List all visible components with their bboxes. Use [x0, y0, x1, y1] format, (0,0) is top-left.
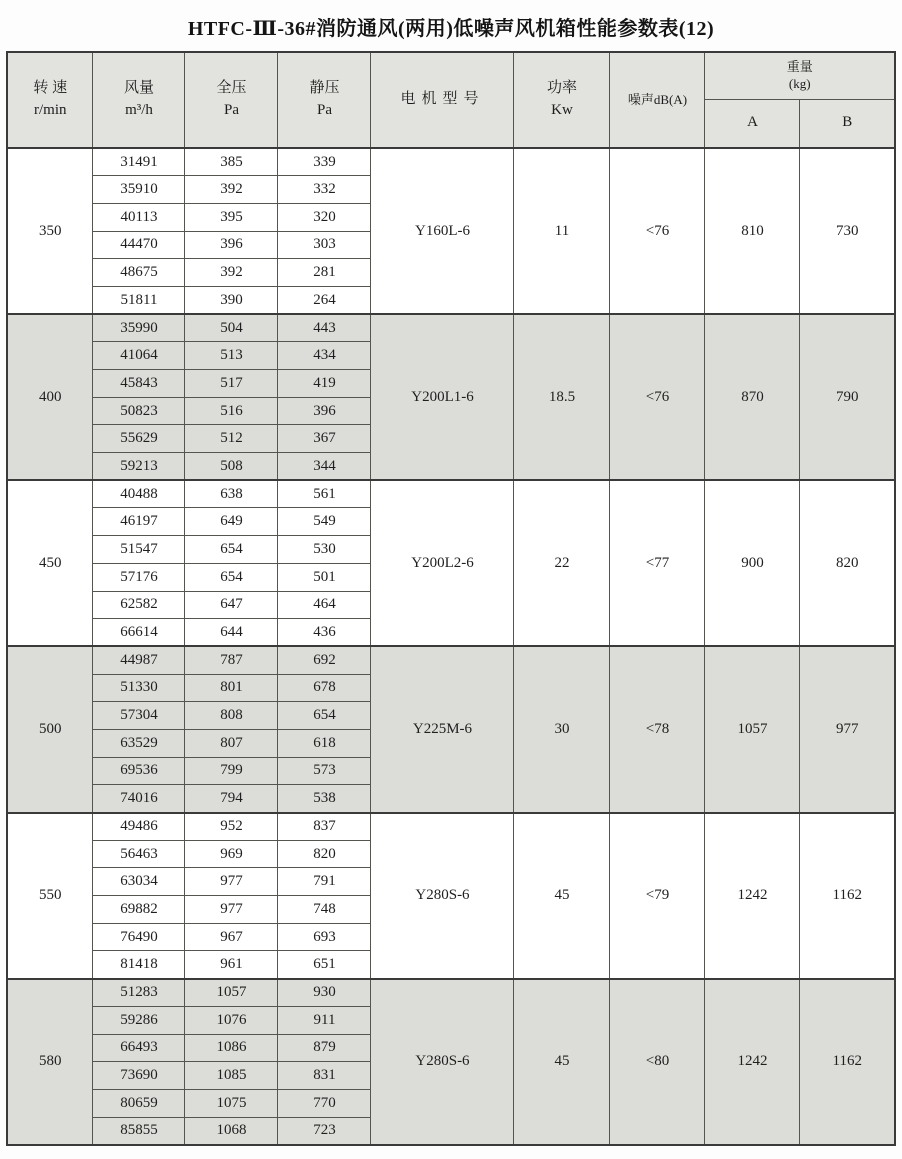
total-pressure-cell: 977	[185, 868, 278, 896]
header-noise: 噪声dB(A)	[610, 52, 705, 148]
total-pressure-cell: 644	[185, 619, 278, 647]
header-speed-unit: r/min	[33, 102, 67, 118]
static-pressure-cell: 693	[278, 923, 371, 951]
total-pressure-cell: 952	[185, 813, 278, 841]
motor-model-cell: Y200L1-6	[371, 314, 514, 480]
total-pressure-cell: 392	[185, 176, 278, 204]
total-pressure-cell: 396	[185, 231, 278, 259]
total-pressure-cell: 1068	[185, 1117, 278, 1145]
noise-cell: <77	[610, 480, 705, 646]
flow-cell: 35990	[93, 314, 185, 342]
flow-cell: 80659	[93, 1089, 185, 1117]
flow-cell: 59286	[93, 1006, 185, 1034]
static-pressure-cell: 618	[278, 729, 371, 757]
total-pressure-cell: 801	[185, 674, 278, 702]
static-pressure-cell: 443	[278, 314, 371, 342]
table-row	[7, 979, 895, 1007]
total-pressure-cell: 512	[185, 425, 278, 453]
flow-cell: 81418	[93, 951, 185, 979]
weight-a-cell: 1057	[705, 646, 800, 812]
static-pressure-cell: 654	[278, 702, 371, 730]
noise-cell: <76	[610, 314, 705, 480]
motor-model-cell: Y280S-6	[371, 813, 514, 979]
total-pressure-cell: 961	[185, 951, 278, 979]
table-row	[7, 646, 895, 674]
noise-cell: <80	[610, 979, 705, 1145]
static-pressure-cell: 561	[278, 480, 371, 508]
header-speed-cn: 转 速	[33, 80, 68, 97]
power-cell: 22	[514, 480, 610, 646]
flow-cell: 73690	[93, 1062, 185, 1090]
static-pressure-cell: 831	[278, 1062, 371, 1090]
speed-cell: 350	[7, 148, 93, 314]
static-pressure-cell: 930	[278, 979, 371, 1007]
static-pressure-cell: 879	[278, 1034, 371, 1062]
power-cell: 30	[514, 646, 610, 812]
total-pressure-cell: 787	[185, 646, 278, 674]
total-pressure-cell: 967	[185, 923, 278, 951]
flow-cell: 46197	[93, 508, 185, 536]
weight-a-cell: 1242	[705, 979, 800, 1145]
static-pressure-cell: 820	[278, 840, 371, 868]
flow-cell: 44470	[93, 231, 185, 259]
total-pressure-cell: 504	[185, 314, 278, 342]
static-pressure-cell: 344	[278, 453, 371, 481]
header-total-pressure-cn: 全压	[216, 80, 247, 97]
flow-cell: 66493	[93, 1034, 185, 1062]
weight-b-cell: 790	[800, 314, 895, 480]
total-pressure-cell: 517	[185, 370, 278, 398]
total-pressure-cell: 969	[185, 840, 278, 868]
header-total-pressure-unit: Pa	[223, 102, 239, 118]
static-pressure-cell: 678	[278, 674, 371, 702]
static-pressure-cell: 530	[278, 536, 371, 564]
static-pressure-cell: 281	[278, 259, 371, 287]
static-pressure-cell: 367	[278, 425, 371, 453]
header-motor-model: 电机型号	[371, 52, 514, 148]
motor-model-cell: Y160L-6	[371, 148, 514, 314]
total-pressure-cell: 513	[185, 342, 278, 370]
flow-cell: 51330	[93, 674, 185, 702]
header-power-unit: Kw	[551, 102, 573, 118]
weight-a-cell: 1242	[705, 813, 800, 979]
weight-b-cell: 730	[800, 148, 895, 314]
header-power-cn: 功率	[546, 80, 577, 97]
static-pressure-cell: 264	[278, 286, 371, 314]
header-weight-a: A	[705, 99, 800, 148]
speed-cell: 500	[7, 646, 93, 812]
static-pressure-cell: 339	[278, 148, 371, 176]
static-pressure-cell: 303	[278, 231, 371, 259]
header-static-pressure-unit: Pa	[316, 102, 332, 118]
weight-b-cell: 977	[800, 646, 895, 812]
total-pressure-cell: 1086	[185, 1034, 278, 1062]
header-flow-cn: 风量	[123, 80, 154, 97]
static-pressure-cell: 770	[278, 1089, 371, 1117]
flow-cell: 62582	[93, 591, 185, 619]
flow-cell: 59213	[93, 453, 185, 481]
flow-cell: 69882	[93, 896, 185, 924]
static-pressure-cell: 837	[278, 813, 371, 841]
motor-model-cell: Y200L2-6	[371, 480, 514, 646]
flow-cell: 69536	[93, 757, 185, 785]
total-pressure-cell: 385	[185, 148, 278, 176]
static-pressure-cell: 434	[278, 342, 371, 370]
flow-cell: 44987	[93, 646, 185, 674]
total-pressure-cell: 508	[185, 453, 278, 481]
table-row	[7, 813, 895, 841]
total-pressure-cell: 1075	[185, 1089, 278, 1117]
static-pressure-cell: 549	[278, 508, 371, 536]
weight-b-cell: 1162	[800, 813, 895, 979]
total-pressure-cell: 794	[185, 785, 278, 813]
header-power	[514, 52, 610, 148]
weight-b-cell: 1162	[800, 979, 895, 1145]
total-pressure-cell: 1076	[185, 1006, 278, 1034]
total-pressure-cell: 977	[185, 896, 278, 924]
header-weight-cn: 重量	[786, 58, 813, 74]
header-static-pressure	[278, 52, 371, 148]
flow-cell: 63529	[93, 729, 185, 757]
total-pressure-cell: 649	[185, 508, 278, 536]
flow-cell: 57176	[93, 563, 185, 591]
header-total-pressure	[185, 52, 278, 148]
flow-cell: 57304	[93, 702, 185, 730]
flow-cell: 76490	[93, 923, 185, 951]
total-pressure-cell: 647	[185, 591, 278, 619]
noise-cell: <79	[610, 813, 705, 979]
weight-b-cell: 820	[800, 480, 895, 646]
header-flow	[93, 52, 185, 148]
weight-a-cell: 900	[705, 480, 800, 646]
total-pressure-cell: 390	[185, 286, 278, 314]
total-pressure-cell: 1057	[185, 979, 278, 1007]
speed-cell: 400	[7, 314, 93, 480]
static-pressure-cell: 651	[278, 951, 371, 979]
static-pressure-cell: 332	[278, 176, 371, 204]
total-pressure-cell: 799	[185, 757, 278, 785]
total-pressure-cell: 654	[185, 563, 278, 591]
header-weight	[705, 52, 895, 99]
flow-cell: 40113	[93, 203, 185, 231]
flow-cell: 85855	[93, 1117, 185, 1145]
flow-cell: 48675	[93, 259, 185, 287]
static-pressure-cell: 396	[278, 397, 371, 425]
total-pressure-cell: 654	[185, 536, 278, 564]
flow-cell: 63034	[93, 868, 185, 896]
weight-a-cell: 810	[705, 148, 800, 314]
flow-cell: 41064	[93, 342, 185, 370]
flow-cell: 45843	[93, 370, 185, 398]
header-speed	[7, 52, 93, 148]
table-body	[7, 148, 895, 1145]
power-cell: 18.5	[514, 314, 610, 480]
total-pressure-cell: 808	[185, 702, 278, 730]
flow-cell: 56463	[93, 840, 185, 868]
speed-cell: 450	[7, 480, 93, 646]
fan-performance-table	[6, 51, 896, 1146]
static-pressure-cell: 723	[278, 1117, 371, 1145]
power-cell: 11	[514, 148, 610, 314]
flow-cell: 51811	[93, 286, 185, 314]
static-pressure-cell: 573	[278, 757, 371, 785]
table-row	[7, 314, 895, 342]
total-pressure-cell: 638	[185, 480, 278, 508]
header-static-pressure-cn: 静压	[309, 80, 340, 97]
header-weight-unit: (kg)	[788, 75, 811, 91]
flow-cell: 55629	[93, 425, 185, 453]
total-pressure-cell: 516	[185, 397, 278, 425]
flow-cell: 40488	[93, 480, 185, 508]
page-title: HTFC-Ⅲ-36#消防通风(两用)低噪声风机箱性能参数表(12)	[187, 18, 715, 40]
motor-model-cell: Y225M-6	[371, 646, 514, 812]
header-flow-unit: m³/h	[125, 102, 153, 118]
flow-cell: 35910	[93, 176, 185, 204]
table-row	[7, 148, 895, 176]
static-pressure-cell: 748	[278, 896, 371, 924]
total-pressure-cell: 392	[185, 259, 278, 287]
static-pressure-cell: 419	[278, 370, 371, 398]
static-pressure-cell: 791	[278, 868, 371, 896]
power-cell: 45	[514, 813, 610, 979]
static-pressure-cell: 911	[278, 1006, 371, 1034]
flow-cell: 74016	[93, 785, 185, 813]
noise-cell: <78	[610, 646, 705, 812]
static-pressure-cell: 464	[278, 591, 371, 619]
total-pressure-cell: 1085	[185, 1062, 278, 1090]
static-pressure-cell: 436	[278, 619, 371, 647]
speed-cell: 580	[7, 979, 93, 1145]
flow-cell: 51547	[93, 536, 185, 564]
header-weight-b: B	[800, 99, 895, 148]
weight-a-cell: 870	[705, 314, 800, 480]
total-pressure-cell: 395	[185, 203, 278, 231]
table-header	[7, 52, 895, 148]
speed-cell: 550	[7, 813, 93, 979]
static-pressure-cell: 692	[278, 646, 371, 674]
flow-cell: 49486	[93, 813, 185, 841]
motor-model-cell: Y280S-6	[371, 979, 514, 1145]
table-row	[7, 480, 895, 508]
flow-cell: 66614	[93, 619, 185, 647]
flow-cell: 50823	[93, 397, 185, 425]
flow-cell: 51283	[93, 979, 185, 1007]
static-pressure-cell: 538	[278, 785, 371, 813]
total-pressure-cell: 807	[185, 729, 278, 757]
static-pressure-cell: 320	[278, 203, 371, 231]
power-cell: 45	[514, 979, 610, 1145]
static-pressure-cell: 501	[278, 563, 371, 591]
flow-cell: 31491	[93, 148, 185, 176]
noise-cell: <76	[610, 148, 705, 314]
